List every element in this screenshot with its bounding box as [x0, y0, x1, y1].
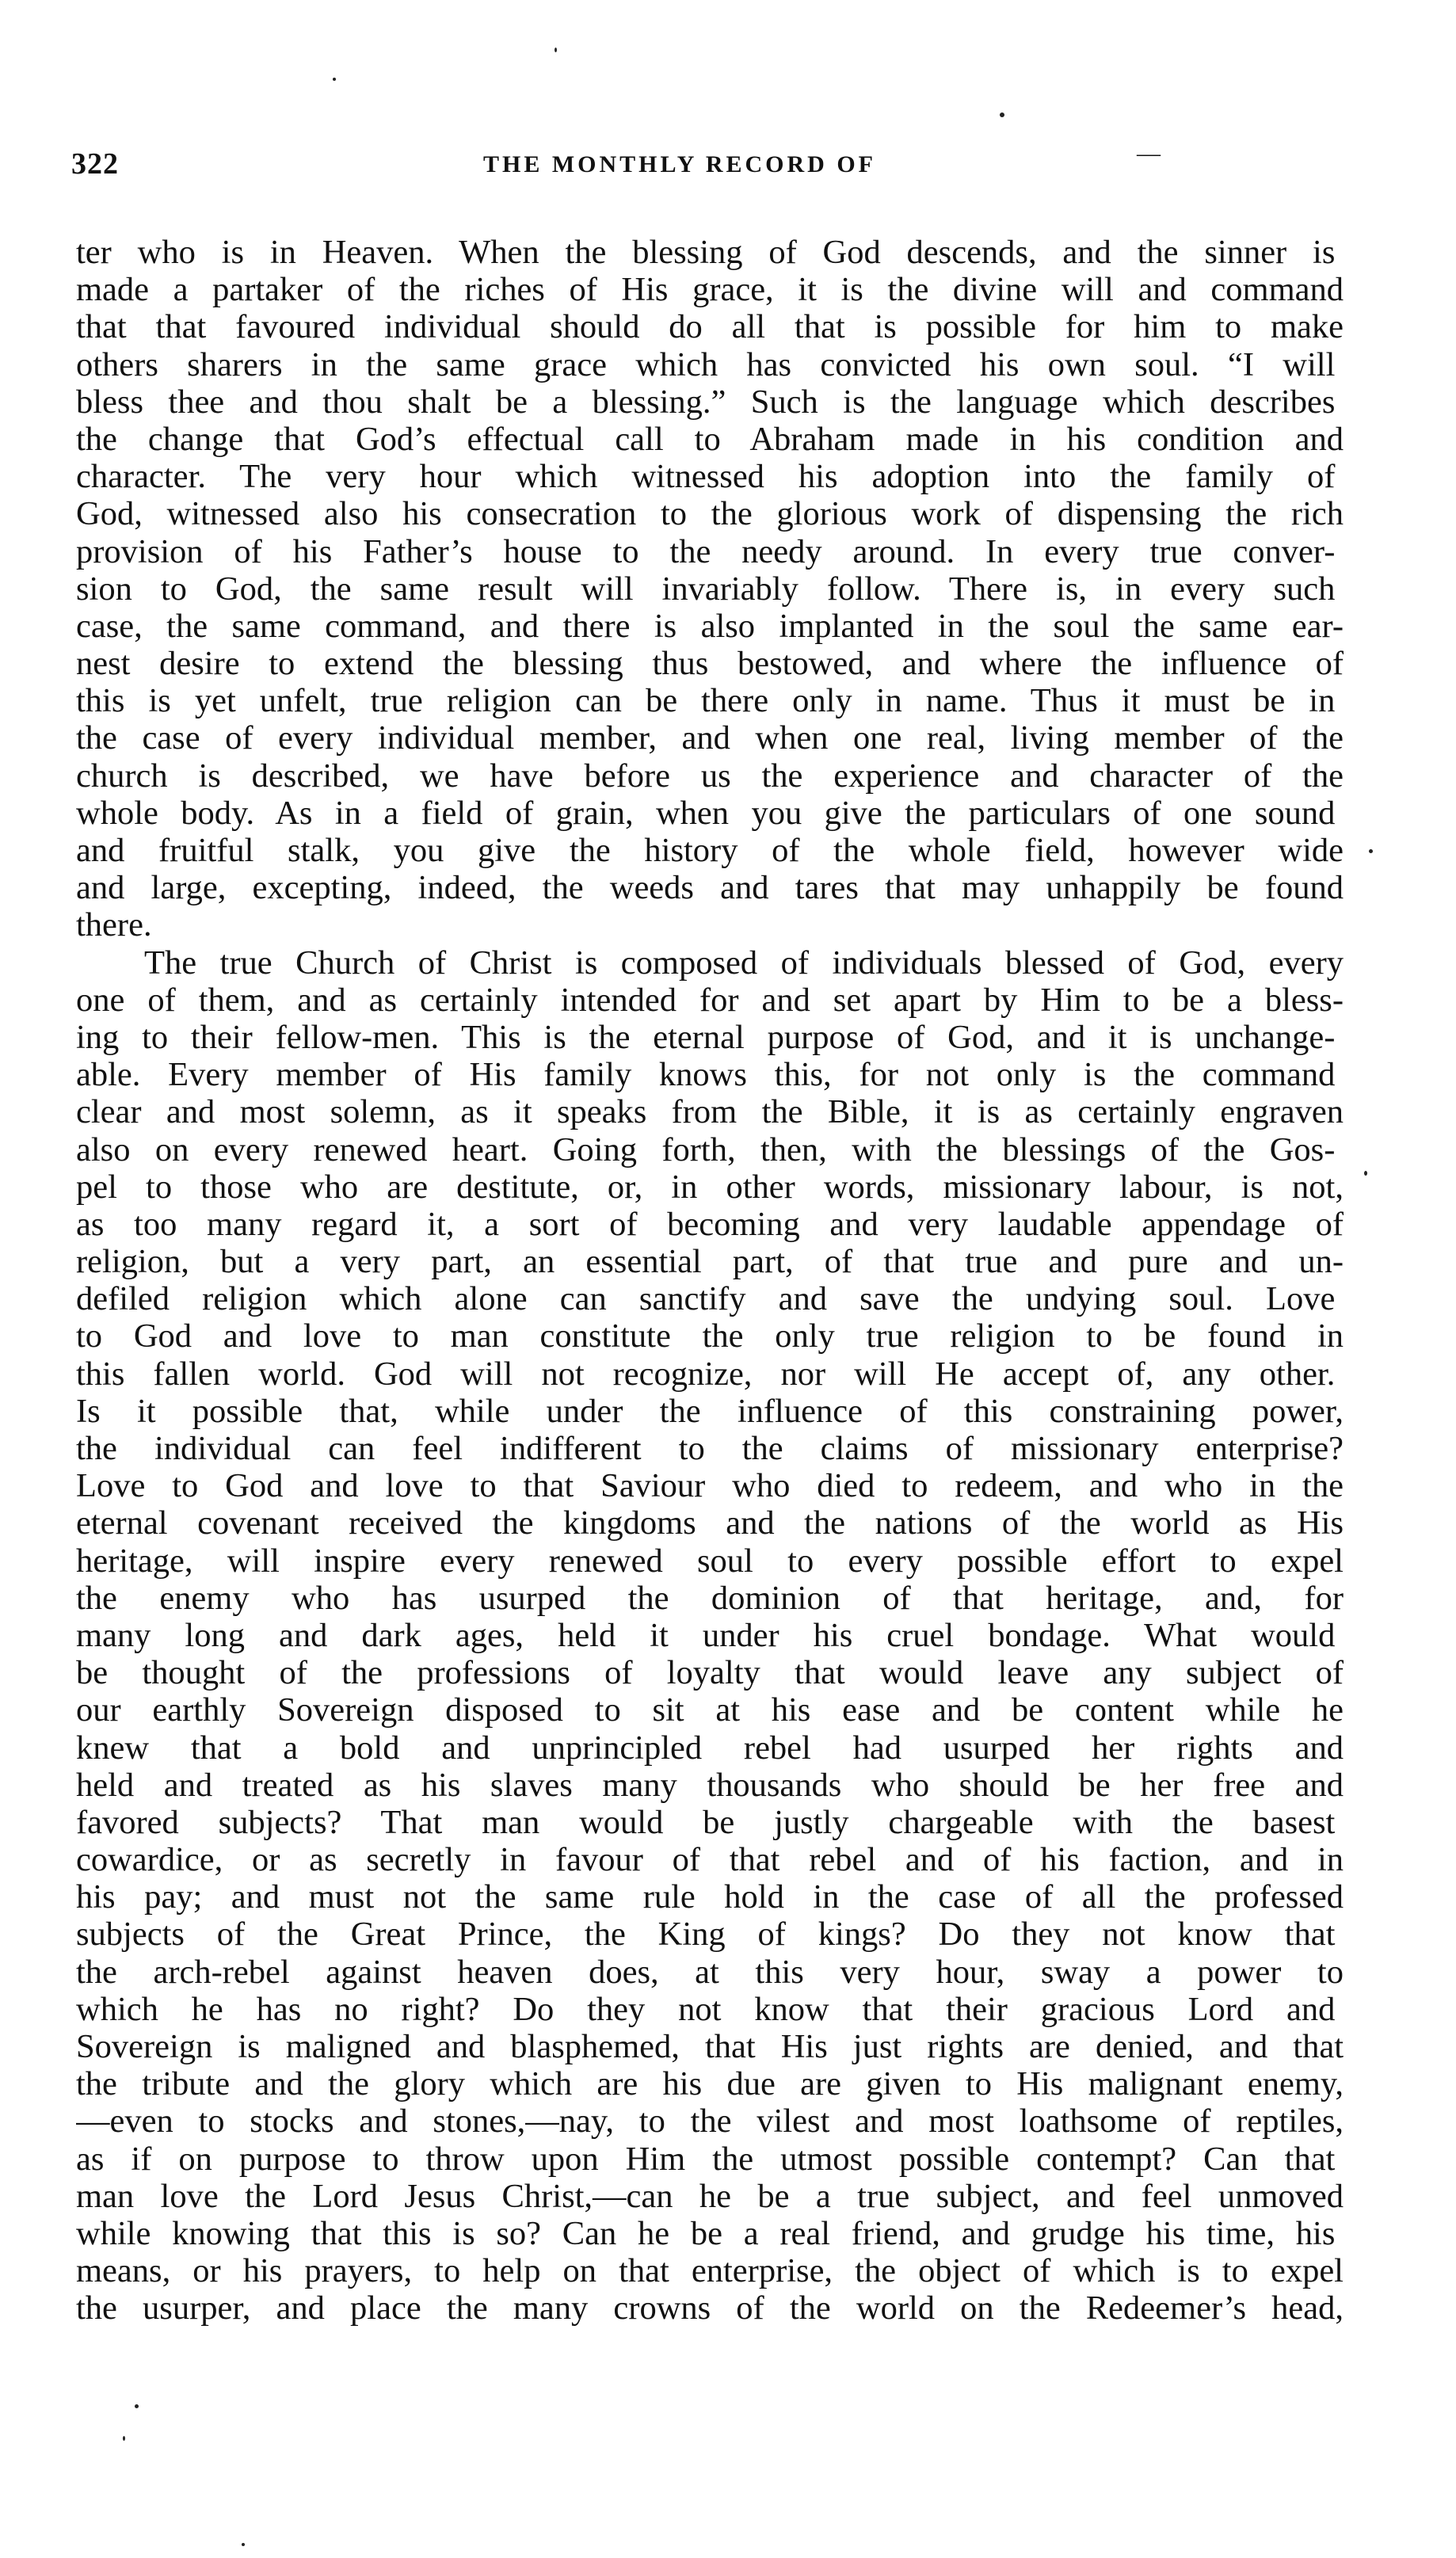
text-line-content: sion to God, the same result will invariably follow. There is, in every such: [76, 570, 1336, 608]
text-line-content: the enemy who has usurped the dominion of that heritage, and, for: [76, 1579, 1344, 1617]
text-line: [76, 308, 1344, 345]
text-line: [76, 906, 1344, 944]
text-line: [76, 1916, 1344, 1953]
text-line: [76, 1430, 1344, 1467]
scan-speck: [1364, 1171, 1367, 1176]
text-line-content: able. Every member of His family knows this, for not only is the command: [76, 1056, 1336, 1094]
text-line-content: —even to stocks and stones,—nay, to the vilest and most loathsome of reptiles,: [76, 2102, 1344, 2141]
text-line: [76, 1131, 1344, 1168]
text-line: [76, 1841, 1344, 1878]
text-line-content: character. The very hour which witnessed his adoption into the family of: [76, 458, 1336, 496]
text-line-content: knew that a bold and unprincipled rebel had usurped her rights and: [76, 1729, 1344, 1767]
text-line-content: bless thee and thou shalt be a blessing.” Such is the language which describes: [76, 383, 1336, 421]
scan-speck: [1369, 849, 1373, 853]
text-line: [76, 2065, 1344, 2102]
header-mark: —: [1137, 140, 1161, 166]
text-line: [76, 719, 1344, 757]
text-line-content: clear and most solemn, as it speaks from the Bible, it is as certainly engraven: [76, 1093, 1344, 1131]
text-line: [76, 1467, 1344, 1504]
text-line-content: his pay; and must not the same rule hold in the case of all the professed: [76, 1878, 1344, 1916]
text-line-content: to God and love to man constitute the only true religion to be found in: [76, 1317, 1344, 1355]
text-line-content: which he has no right? Do they not know that their gracious Lord and: [76, 1990, 1336, 2028]
text-line: [76, 271, 1344, 308]
text-line: [76, 869, 1344, 906]
text-line: [76, 1654, 1344, 1691]
text-line-content: our earthly Sovereign disposed to sit at his ease and be content while he: [76, 1691, 1344, 1729]
text-line: [76, 1617, 1344, 1654]
text-line-content: one of them, and as certainly intended for and set apart by Him to be a bless-: [76, 981, 1344, 1019]
text-line-content: also on every renewed heart. Going forth, then, with the blessings of the Gos-: [76, 1130, 1336, 1168]
text-line: [76, 1019, 1344, 1056]
text-line-content: case, the same command, and there is also implanted in the soul the same ear-: [76, 607, 1344, 645]
scan-speck: [135, 2404, 139, 2408]
page-number: 322: [71, 147, 119, 181]
text-line-content: subjects of the Great Prince, the King of kings? Do they not know that: [76, 1916, 1336, 1954]
text-line: [76, 2252, 1344, 2289]
text-line: [76, 495, 1344, 532]
text-line-content: this fallen world. God will not recognize, nor will He accept of, any other.: [76, 1355, 1336, 1393]
text-line: [76, 1542, 1344, 1580]
text-line-content: Sovereign is maligned and blasphemed, that His just rights are denied, and that: [76, 2028, 1344, 2065]
text-line-content: be thought of the professions of loyalty that would leave any subject of: [76, 1654, 1344, 1692]
scan-speck: [123, 2436, 125, 2441]
text-line: [76, 234, 1344, 271]
text-line: [76, 1767, 1344, 1804]
text-line-content: the tribute and the glory which are his due are given to His malignant enemy,: [76, 2065, 1344, 2103]
text-line-content: the case of every individual member, and when one real, living member of the: [76, 719, 1344, 757]
text-line-content: while knowing that this is so? Can he be a real friend, and grudge his time, his: [76, 2214, 1336, 2252]
text-line-content: many long and dark ages, held it under his cruel bondage. What would: [76, 1616, 1336, 1654]
text-line: [76, 1504, 1344, 1542]
text-line: [76, 346, 1344, 383]
body-text: [76, 234, 1344, 2327]
text-line: [76, 1729, 1344, 1767]
text-line: [76, 1393, 1344, 1430]
text-line-content: and large, excepting, indeed, the weeds and tares that may unhappily be found: [76, 869, 1344, 907]
text-line-content: the usurper, and place the many crowns of the world on the Redeemer’s head,: [76, 2289, 1344, 2327]
text-line-content: the change that God’s effectual call to Abraham made in his condition and: [76, 420, 1344, 458]
text-line-content: there.: [76, 906, 152, 944]
text-line: [76, 2289, 1344, 2327]
text-line: [76, 2178, 1344, 2215]
text-line: [76, 1056, 1344, 1093]
text-line: [76, 458, 1344, 495]
text-line-content: provision of his Father’s house to the needy around. In every true conver-: [76, 532, 1336, 570]
text-line: [76, 944, 1344, 982]
text-line-content: the individual can feel indifferent to the claims of missionary enterprise?: [76, 1430, 1344, 1467]
text-line: [76, 832, 1344, 869]
text-line-content: defiled religion which alone can sanctify and save the undying soul. Love: [76, 1280, 1336, 1318]
scan-speck: [555, 48, 557, 52]
text-line-content: as if on purpose to throw upon Him the utmost possible contempt? Can that: [76, 2140, 1336, 2178]
text-line-content: and fruitful stalk, you give the history of the whole field, however wide: [76, 832, 1344, 869]
text-line: [76, 1691, 1344, 1729]
scan-speck: [242, 2543, 245, 2546]
scan-speck: [1000, 112, 1004, 117]
text-line-content: religion, but a very part, an essential part, of that true and pure and un-: [76, 1243, 1344, 1281]
text-line-content: as too many regard it, a sort of becoming and very laudable appendage of: [76, 1205, 1344, 1243]
text-line-content: held and treated as his slaves many thousands who should be her free and: [76, 1766, 1344, 1804]
text-line: [76, 982, 1344, 1019]
text-line: [76, 1991, 1344, 2028]
text-line: [76, 1954, 1344, 1991]
text-line-content: that that favoured individual should do all that is possible for him to make: [76, 308, 1344, 346]
text-line-content: eternal covenant received the kingdoms and the nations of the world as His: [76, 1504, 1344, 1542]
text-line: [76, 2141, 1344, 2178]
text-line: [76, 1280, 1344, 1317]
text-line: [76, 1243, 1344, 1280]
text-line: [76, 1804, 1344, 1841]
text-line: [76, 682, 1344, 719]
text-line-content: made a partaker of the riches of His grace, it is the divine will and command: [76, 271, 1344, 309]
text-line: [76, 1580, 1344, 1617]
text-line-content: heritage, will inspire every renewed soul to every possible effort to expel: [76, 1542, 1344, 1580]
text-line-content: means, or his prayers, to help on that enterprise, the object of which is to expel: [76, 2252, 1344, 2290]
text-line-content: cowardice, or as secretly in favour of that rebel and of his faction, and in: [76, 1841, 1344, 1879]
text-line: [76, 645, 1344, 682]
text-line: [76, 608, 1344, 645]
text-line: [76, 757, 1344, 795]
text-line: [76, 2102, 1344, 2140]
text-line: [76, 795, 1344, 832]
text-line-content: ing to their fellow-men. This is the eternal purpose of God, and it is unchange-: [76, 1018, 1336, 1056]
text-line-content: Is it possible that, while under the influence of this constraining power,: [76, 1392, 1344, 1430]
text-line: [76, 2215, 1344, 2252]
text-line: [76, 1878, 1344, 1916]
text-line: [76, 1206, 1344, 1243]
text-line: [76, 533, 1344, 570]
text-line-content: favored subjects? That man would be justly chargeable with the basest: [76, 1803, 1336, 1841]
text-line-content: ter who is in Heaven. When the blessing of God descends, and the sinner is: [76, 234, 1336, 271]
text-line-content: the arch-rebel against heaven does, at this very hour, sway a power to: [76, 1953, 1344, 1991]
text-line-content: pel to those who are destitute, or, in other words, missionary labour, is not,: [76, 1168, 1344, 1206]
text-line-content: man love the Lord Jesus Christ,—can he be a true subject, and feel unmoved: [76, 2177, 1344, 2215]
text-line: [76, 383, 1344, 421]
text-line: [76, 1317, 1344, 1355]
text-line: [76, 421, 1344, 458]
text-line-content: this is yet unfelt, true religion can be there only in name. Thus it must be in: [76, 682, 1336, 720]
text-line-content: Love to God and love to that Saviour who died to redeem, and who in the: [76, 1467, 1344, 1505]
scan-speck: [333, 78, 336, 81]
text-line: [76, 2028, 1344, 2065]
text-line: [76, 1355, 1344, 1393]
running-head: [71, 140, 1291, 194]
text-line-content: nest desire to extend the blessing thus bestowed, and where the influence of: [76, 645, 1344, 683]
text-line: [76, 570, 1344, 608]
text-line-content: God, witnessed also his consecration to the glorious work of dispensing the rich: [76, 495, 1344, 533]
running-title: THE MONTHLY RECORD OF: [483, 151, 876, 177]
text-line: [76, 1093, 1344, 1130]
text-line-content: whole body. As in a field of grain, when you give the particulars of one sound: [76, 794, 1336, 832]
text-line-content: church is described, we have before us the experience and character of the: [76, 757, 1344, 795]
text-line: [76, 1168, 1344, 1206]
text-line-content: The true Church of Christ is composed of individuals blessed of God, every: [144, 944, 1344, 982]
text-line-content: others sharers in the same grace which has convicted his own soul. “I will: [76, 345, 1336, 383]
